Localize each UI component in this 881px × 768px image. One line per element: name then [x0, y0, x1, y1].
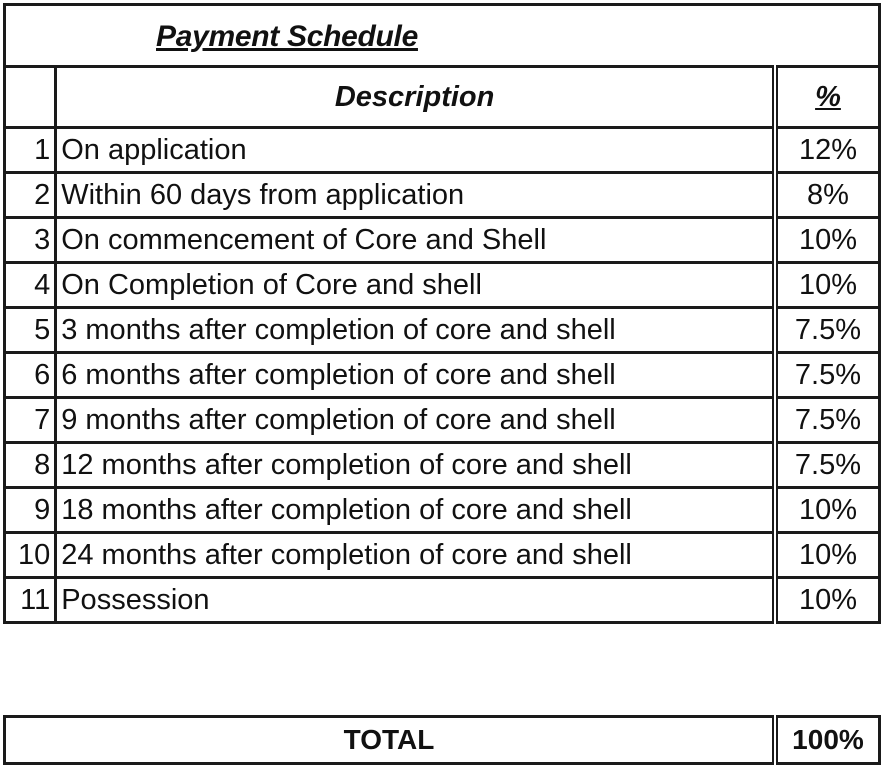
row-percent: 10% — [775, 263, 880, 308]
row-description: Within 60 days from application — [56, 173, 775, 218]
row-number: 9 — [5, 488, 56, 533]
row-number: 1 — [5, 128, 56, 173]
row-number: 3 — [5, 218, 56, 263]
row-percent: 7.5% — [775, 308, 880, 353]
row-number: 5 — [5, 308, 56, 353]
row-description: On Completion of Core and shell — [56, 263, 775, 308]
row-description: 9 months after completion of core and shell — [56, 398, 775, 443]
total-value: 100% — [775, 717, 880, 764]
row-description: Possession — [56, 578, 775, 623]
total-label: TOTAL — [5, 717, 775, 764]
row-number: 7 — [5, 398, 56, 443]
page-title: Payment Schedule — [156, 20, 418, 53]
row-number: 2 — [5, 173, 56, 218]
total-row — [5, 717, 880, 764]
row-description: 18 months after completion of core and shell — [56, 488, 775, 533]
row-percent: 10% — [775, 578, 880, 623]
row-percent: 10% — [775, 533, 880, 578]
row-description: 6 months after completion of core and shell — [56, 353, 775, 398]
row-percent: 8% — [775, 173, 880, 218]
row-percent: 12% — [775, 128, 880, 173]
row-number: 11 — [5, 578, 56, 623]
row-percent: 10% — [775, 488, 880, 533]
row-number: 8 — [5, 443, 56, 488]
row-number: 6 — [5, 353, 56, 398]
header-percent: % — [775, 67, 880, 128]
table-row — [5, 128, 880, 173]
table-row — [5, 488, 880, 533]
table-row — [5, 533, 880, 578]
table-row — [5, 263, 880, 308]
row-description: 12 months after completion of core and shell — [56, 443, 775, 488]
table-row — [5, 398, 880, 443]
row-number: 4 — [5, 263, 56, 308]
table-row — [5, 308, 880, 353]
header-number-cell — [5, 67, 56, 128]
row-percent: 7.5% — [775, 353, 880, 398]
table-row — [5, 443, 880, 488]
header-description: Description — [56, 67, 775, 128]
table-row — [5, 173, 880, 218]
table-header-row — [5, 67, 880, 128]
row-description: On commencement of Core and Shell — [56, 218, 775, 263]
total-table — [3, 715, 881, 765]
row-description: 3 months after completion of core and shell — [56, 308, 775, 353]
row-percent: 10% — [775, 218, 880, 263]
table-row — [5, 218, 880, 263]
row-number: 10 — [5, 533, 56, 578]
payment-schedule-table — [3, 65, 881, 624]
row-description: On application — [56, 128, 775, 173]
row-percent: 7.5% — [775, 398, 880, 443]
table-row — [5, 353, 880, 398]
row-description: 24 months after completion of core and shell — [56, 533, 775, 578]
table-row — [5, 578, 880, 623]
title-box — [3, 3, 881, 68]
row-percent: 7.5% — [775, 443, 880, 488]
